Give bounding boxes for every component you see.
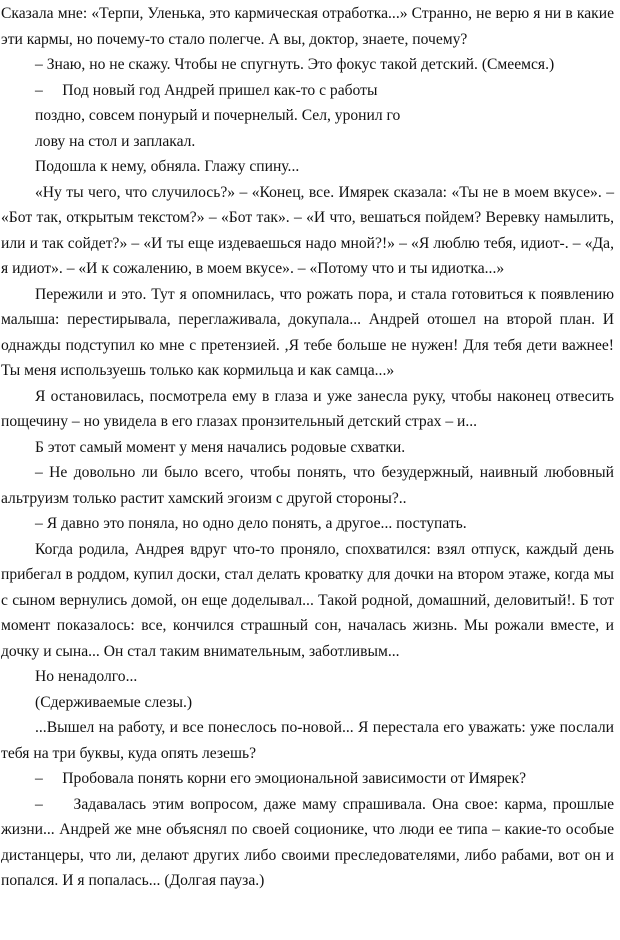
text-line-14: однажды подступил ко мне с претензией. ,Я тебе больше не нужен! Для тебя дети важнее! bbox=[1, 337, 614, 354]
text-line-32: – Задавалась этим вопросом, даже маму спрашивала. Она свое: карма, прошлые bbox=[35, 796, 614, 813]
text-line-12: Пережили и это. Тут я опомнилась, что рожать пора, и стала готовиться к появлению bbox=[35, 286, 614, 303]
text-line-24: с сыном вернулись домой, он еще доделывал... Такой родной, домашний, деловитый!. Б тот bbox=[1, 592, 614, 609]
text-line-20: альтруизм только растит хамский эгоизм с другой стороны?.. bbox=[1, 490, 407, 507]
text-line-29: ...Вышел на работу, и все понеслось по-новой... Я перестала его уважать: уже послали bbox=[35, 719, 614, 736]
text-line-30: тебя на три буквы, куда опять лезешь? bbox=[1, 745, 256, 762]
text-line-35: попался. И я попалась... (Долгая пауза.) bbox=[1, 872, 265, 889]
text-line-2: эти кармы, но почему-то стало полегче. А вы, доктор, знаете, почему? bbox=[1, 31, 468, 48]
text-line-18: Б этот самый момент у меня начались родовые схватки. bbox=[35, 439, 406, 456]
text-line-34: дистанцеры, что ли, делают других либо своими преследователями, либо рабами, вот он и bbox=[1, 847, 614, 864]
text-line-16: Я остановилась, посмотрела ему в глаза и уже занесла руку, чтобы наконец отвесить bbox=[35, 388, 614, 405]
text-line-31: – Пробовала понять корни его эмоциональной зависимости от Имярек? bbox=[35, 770, 527, 787]
text-line-5: поздно, совсем понурый и почернелый. Сел, уронил го bbox=[35, 107, 401, 124]
text-line-26: дочку и сына... Он стал таким внимательным, заботливым... bbox=[1, 643, 400, 660]
text-line-4: – Под новый год Андрей пришел как-то с работы bbox=[35, 82, 378, 99]
text-line-22: Когда родила, Андрея вдруг что-то проняло, спохватился: взял отпуск, каждый день bbox=[35, 541, 614, 558]
text-line-7: Подошла к нему, обняла. Глажу спину... bbox=[35, 158, 300, 175]
text-line-11: я идиот». – «И к сожалению, в моем вкусе». – «Потому что и ты идиотка...» bbox=[1, 260, 505, 277]
text-line-25: момент показалось: все, кончился страшный сон, началась жизнь. Мы рожали вместе, и bbox=[1, 617, 614, 634]
text-line-9: «Бот так, открытым текстом?» – «Бот так». – «И что, вешаться пойдем? Веревку намылить, bbox=[1, 209, 614, 226]
text-line-3: – Знаю, но не скажу. Чтобы не спугнуть. Это фокус такой детский. (Смеемся.) bbox=[35, 56, 555, 73]
text-line-17: пощечину – но увидела в его глазах пронзительный детский страх – и... bbox=[1, 413, 478, 430]
text-line-1: Сказала мне: «Терпи, Уленька, это кармическая отработка...» Странно, не верю я ни в какие bbox=[1, 5, 614, 22]
text-line-19: – Не довольно ли было всего, чтобы понять, что безудержный, наивный любовный bbox=[35, 464, 614, 481]
text-line-15: Ты меня используешь только как кормильца и как самца...» bbox=[1, 362, 395, 379]
text-line-6: лову на стол и заплакал. bbox=[35, 133, 196, 150]
text-line-21: – Я давно это поняла, но одно дело понять, а другое... поступать. bbox=[35, 515, 467, 532]
text-line-27: Но ненадолго... bbox=[35, 668, 138, 685]
text-line-33: жизни... Андрей же мне объяснял по своей соционике, что люди ее типа – какие-то особые bbox=[1, 821, 614, 838]
text-line-28: (Сдерживаемые слезы.) bbox=[35, 694, 193, 711]
text-line-13: малыша: перестирывала, переглаживала, докупала... Андрей отошел на второй план. И bbox=[1, 311, 614, 328]
text-line-23: прибегал в роддом, купил доски, стал делать кроватку для дочки на втором этаже, когда мы bbox=[1, 566, 614, 583]
text-line-10: или и так сойдет?» – «И ты еще издеваешься надо мной?!» – «Я люблю тебя, идиот-. – «Да, bbox=[1, 235, 614, 252]
text-line-8: «Ну ты чего, что случилось?» – «Конец, все. Имярек сказала: «Ты не в моем вкусе». – bbox=[35, 184, 614, 201]
